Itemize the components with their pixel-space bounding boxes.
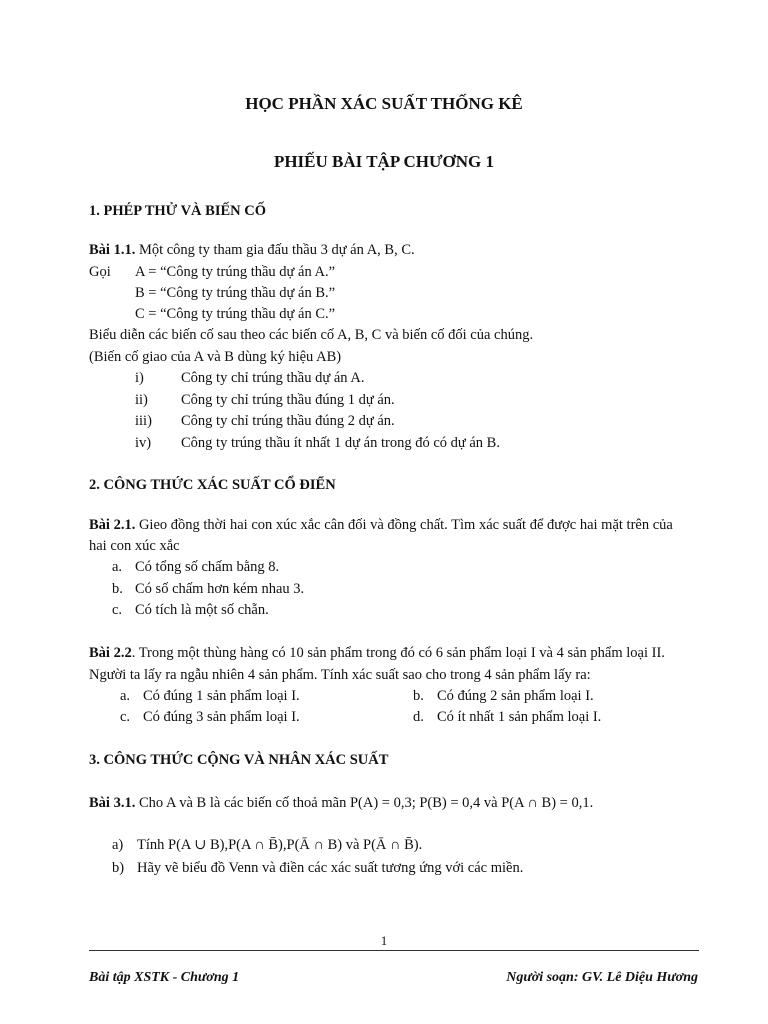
footer-right-text: Người soạn: GV. Lê Diệu Hương [506, 970, 698, 985]
list-item: Có đúng 1 sản phẩm loại I. [143, 688, 300, 704]
list-item: Tính P(A ∪ B),P(A ∩ B̄),P(Ā ∩ B) và P(Ā ∩ B̄). [137, 837, 423, 853]
event-a-definition: A = “Công ty trúng thầu dự án A.” [135, 264, 336, 280]
event-c-definition: C = “Công ty trúng thầu dự án C.” [135, 306, 336, 322]
exercise-text: . Trong một thùng hàng có 10 sản phẩm trong đó có 6 sản phẩm loại I và 4 sản phẩm loại II. [131, 645, 665, 661]
list-item-marker: ii) [135, 392, 148, 408]
exercise-label: Bài 3.1. [89, 795, 136, 811]
list-item: Có đúng 2 sản phẩm loại I. [437, 688, 594, 704]
exercise-2-1-continued: hai con xúc xắc [89, 538, 180, 554]
exercise-text: Một công ty tham gia đấu thầu 3 dự án A, B, C. [135, 242, 415, 258]
list-item: Có tích là một số chẵn. [135, 602, 269, 618]
footer-divider [89, 950, 699, 951]
exercise-2-2-continued: Người ta lấy ra ngẫu nhiên 4 sản phẩm. Tính xác suất sao cho trong 4 sản phẩm lấy ra: [89, 667, 591, 683]
list-item: Công ty chỉ trúng thầu đúng 2 dự án. [181, 413, 395, 429]
list-item-marker: a) [112, 837, 124, 853]
exercise-label: Bài 1.1. [89, 242, 136, 258]
course-title: HỌC PHẦN XÁC SUẤT THỐNG KÊ [245, 94, 523, 113]
section-2-heading: 2. CÔNG THỨC XÁC SUẤT CỔ ĐIỂN [89, 477, 336, 493]
worksheet-title: PHIẾU BÀI TẬP CHƯƠNG 1 [273, 152, 495, 171]
list-item: Công ty chỉ trúng thầu dự án A. [181, 370, 365, 386]
list-item-marker: i) [135, 370, 144, 386]
section-3-heading: 3. CÔNG THỨC CỘNG VÀ NHÂN XÁC SUẤT [89, 752, 389, 768]
list-item: Có tổng số chấm bằng 8. [135, 559, 280, 575]
page-number: 1 [380, 933, 388, 948]
list-item: Có số chấm hơn kém nhau 3. [135, 581, 305, 597]
list-item-marker: c. [112, 602, 123, 618]
note-line: (Biến cố giao của A và B dùng ký hiệu AB) [89, 349, 342, 365]
exercise-2-1-statement [89, 516, 673, 534]
list-item-marker: d. [413, 709, 424, 725]
list-item-marker: a. [112, 559, 123, 575]
list-item-marker: iii) [135, 413, 152, 429]
footer-left-text: Bài tập XSTK - Chương 1 [89, 970, 240, 985]
list-item-marker: c. [120, 709, 131, 725]
exercise-text: Gieo đồng thời hai con xúc xắc cân đối và đồng chất. Tìm xác suất để được hai mặt trên của [135, 517, 673, 533]
list-item-marker: b. [112, 581, 123, 597]
exercise-3-1-statement [89, 794, 593, 812]
list-item-marker: b) [112, 860, 125, 876]
list-item-marker: b. [413, 688, 424, 704]
exercise-text: Cho A và B là các biến cố thoả mãn P(A) = 0,3; P(B) = 0,4 và P(A ∩ B) = 0,1. [135, 795, 594, 811]
list-item: Có ít nhất 1 sản phẩm loại I. [437, 709, 602, 725]
exercise-1-1-statement [89, 241, 415, 259]
list-item: Hãy vẽ biểu đồ Venn và điền các xác suất tương ứng với các miền. [137, 860, 524, 876]
section-1-heading: 1. PHÉP THỬ VÀ BIẾN CỐ [89, 203, 266, 219]
exercise-label: Bài 2.2 [89, 645, 132, 661]
list-item-marker: a. [120, 688, 131, 704]
exercise-label: Bài 2.1. [89, 517, 136, 533]
list-item-marker: iv) [135, 435, 152, 451]
list-item: Công ty trúng thầu ít nhất 1 dự án trong đó có dự án B. [181, 435, 500, 451]
exercise-2-2-statement [89, 644, 665, 662]
event-b-definition: B = “Công ty trúng thầu dự án B.” [135, 285, 336, 301]
list-item: Có đúng 3 sản phẩm loại I. [143, 709, 300, 725]
goi-label: Gọi [89, 264, 111, 280]
list-item: Công ty chỉ trúng thầu đúng 1 dự án. [181, 392, 395, 408]
instruction-line: Biểu diễn các biến cố sau theo các biến cố A, B, C và biến cố đối của chúng. [89, 327, 534, 343]
